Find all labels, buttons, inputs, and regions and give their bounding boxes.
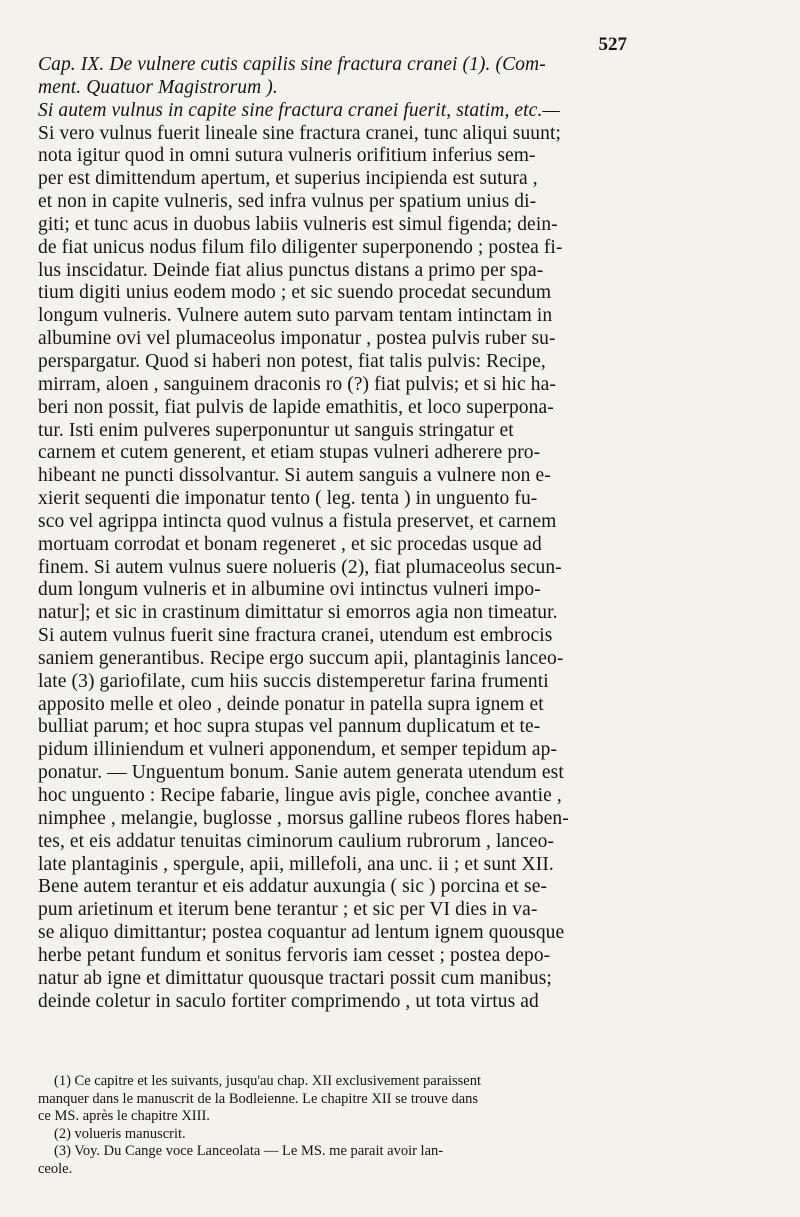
text-line: mortuam corrodat et bonam regeneret , et sic procedas usque ad [38, 533, 542, 555]
text-line: carnem et cutem generent, et etiam stupas vulneri adherere pro- [38, 442, 541, 464]
text-line: lus inscidatur. Deinde fiat alius punctus distans a primo per spa- [38, 259, 544, 281]
text-line: ment. Quatuor Magistrorum ). [38, 76, 278, 98]
text-line: Bene autem terantur et eis addatur auxungia ( sic ) porcina et se- [38, 876, 548, 898]
text-line: deinde coletur in saculo fortiter comprimendo , ut tota virtus ad [38, 990, 539, 1012]
text-line: tes, et eis addatur tenuitas ciminorum caulium rubrorum , lanceo- [38, 830, 555, 852]
footnote-line: (1) Ce capitre et les suivants, jusqu'au chap. XII exclusivement paraissent [54, 1073, 482, 1089]
text-line: tium digiti unius eodem modo ; et sic suendo procedat secundum [38, 282, 552, 304]
text-line: herbe petant fundum et sonitus fervoris iam cesset ; postea depo- [38, 944, 551, 966]
text-line: se aliquo dimittantur; postea coquantur ad lentum ignem quousque [38, 922, 565, 944]
text-line: sco vel agrippa intincta quod vulnus a fistula preservet, et carnem [38, 510, 557, 532]
text-line: mirram, aloen , sanguinem draconis ro (?) fiat pulvis; et si hic ha- [38, 373, 556, 395]
text-line: pidum illiniendum et vulneri apponendum, et semper tepidum ap- [38, 739, 558, 761]
text-line: albumine ovi vel plumaceolus imponatur , postea pulvis ruber su- [38, 328, 556, 350]
text-line: tur. Isti enim pulveres superponuntur ut sanguis stringatur et [38, 419, 514, 441]
text-line: hibeant ne puncti dissolvantur. Si autem sanguis a vulnere non e- [38, 465, 551, 487]
text-line: Si vero vulnus fuerit lineale sine fractura cranei, tunc aliqui suunt; [38, 122, 562, 144]
text-line: longum vulneris. Vulnere autem suto parvam tentam intinctam in [38, 305, 553, 327]
text-line: ponatur. — Unguentum bonum. Sanie autem generata utendum est [38, 762, 564, 784]
text-line: apposito melle et oleo , deinde ponatur in patella supra ignem et [38, 693, 544, 715]
text-line: giti; et tunc acus in duobus labiis vulneris est simul figenda; dein- [38, 213, 558, 235]
footnote-separator [44, 1062, 644, 1063]
text-line: de fiat unicus nodus filum filo diligenter superponendo ; postea fi- [38, 236, 563, 258]
text-line: Si autem vulnus fuerit sine fractura cranei, utendum est embrocis [38, 625, 553, 647]
footnote-line: manquer dans le manuscrit de la Bodleienne. Le chapitre XII se trouve dans [38, 1090, 479, 1107]
page-number: 527 [598, 34, 627, 55]
text-line: natur ab igne et dimittatur quousque tractari possit cum manibus; [38, 967, 552, 989]
main-text-block [38, 54, 646, 1013]
footnote-line: (3) Voy. Du Cange voce Lanceolata — Le MS. me parait avoir lan- [54, 1143, 444, 1159]
text-line: per est dimittendum apertum, et superius incipienda est sutura , [38, 168, 538, 190]
text-line: dum longum vulneris et in albumine ovi intinctus vulneri impo- [38, 579, 541, 601]
text-line: hoc unguento : Recipe fabarie, lingue avis pigle, conchee avantie , [38, 785, 562, 806]
footnote-line: ce MS. après le chapitre XIII. [38, 1108, 210, 1124]
footnote-line: ceole. [38, 1160, 73, 1177]
text-line: pum arietinum et iterum bene terantur ; et sic per VI dies in va- [38, 899, 538, 921]
text-line: natur]; et sic in crastinum dimittatur si emorros agia non timeatur. [38, 602, 558, 624]
text-line: perspargatur. Quod si haberi non potest, fiat talis pulvis: Recipe, [38, 350, 546, 372]
text-line: beri non possit, fiat pulvis de lapide emathitis, et loco superpona- [38, 396, 554, 418]
text-line: nimphee , melangie, buglosse , morsus galline rubeos flores haben- [38, 807, 569, 829]
text-line: late plantaginis , spergule, apii, millefoli, ana unc. ii ; et sunt XII. [38, 853, 554, 875]
text-line: late (3) gariofilate, cum hiis succis distemperetur farina frumenti [38, 670, 549, 692]
text-line: et non in capite vulneris, sed infra vulnus per spatium unius di- [38, 191, 537, 213]
text-line: Si autem vulnus in capite sine fractura cranei fuerit, statim, etc.— [38, 99, 560, 121]
text-line: bulliat parum; et hoc supra stupas vel pannum duplicatum et te- [38, 716, 541, 738]
text-line: Cap. IX. De vulnere cutis capilis sine fractura cranei (1). (Com- [38, 54, 546, 75]
footnote-line: (2) volueris manuscrit. [54, 1125, 186, 1142]
text-line: saniem generantibus. Recipe ergo succum apii, plantaginis lanceo- [38, 647, 564, 669]
text-line: nota igitur quod in omni sutura vulneris orifitium inferius sem- [38, 145, 536, 167]
footnotes-block [38, 1073, 650, 1178]
text-line: finem. Si autem vulnus suere nolueris (2), fiat plumaceolus secun- [38, 556, 562, 578]
text-line: xierit sequenti die imponatur tento ( leg. tenta ) in unguento fu- [38, 488, 538, 510]
